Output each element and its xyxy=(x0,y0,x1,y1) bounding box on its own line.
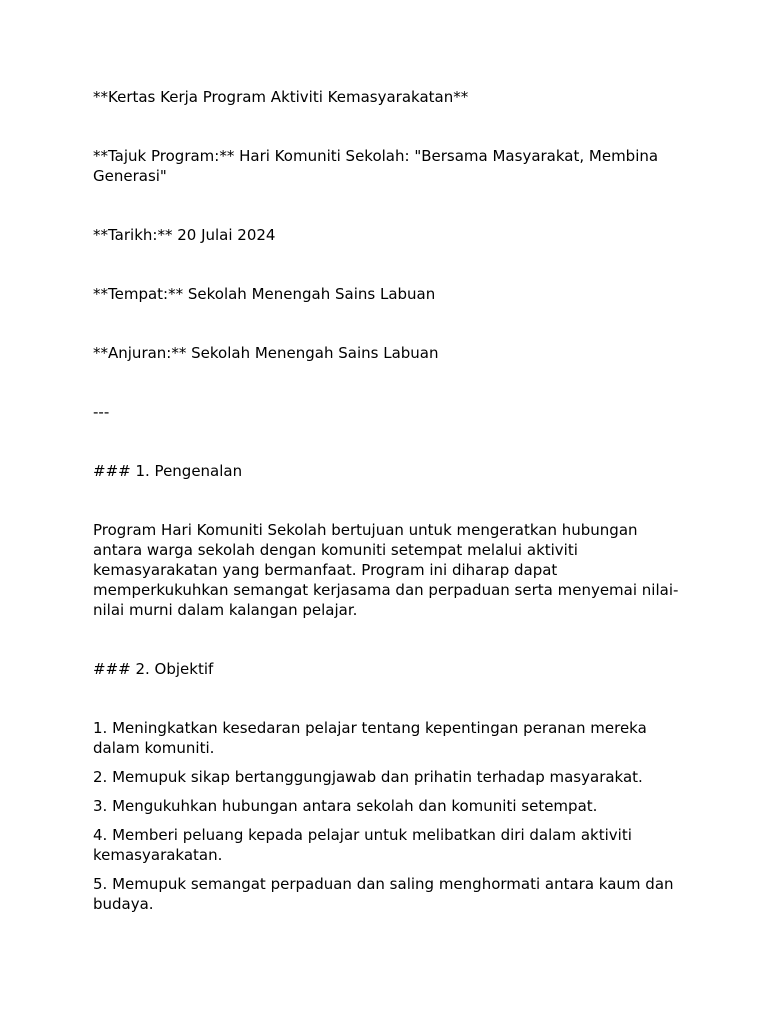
objective-item: 3. Mengukuhkan hubungan antara sekolah dan komuniti setempat. xyxy=(93,797,598,815)
separator-line: --- xyxy=(93,403,110,421)
objective-item: 5. Memupuk semangat perpaduan dan saling menghormati antara kaum dan budaya. xyxy=(93,875,674,913)
objective-item: 2. Memupuk sikap bertanggungjawab dan prihatin terhadap masyarakat. xyxy=(93,768,643,786)
date-line: **Tarikh:** 20 Julai 2024 xyxy=(93,226,276,244)
section-1-heading: ### 1. Pengenalan xyxy=(93,462,243,480)
objective-item: 4. Memberi peluang kepada pelajar untuk melibatkan diri dalam aktiviti kemasyarakatan. xyxy=(93,826,632,864)
venue-line: **Tempat:** Sekolah Menengah Sains Labuan xyxy=(93,285,436,303)
organizer-line: **Anjuran:** Sekolah Menengah Sains Labuan xyxy=(93,344,439,362)
document-title: **Kertas Kerja Program Aktiviti Kemasyarakatan** xyxy=(93,88,469,106)
objective-item: 1. Meningkatkan kesedaran pelajar tentang kepentingan peranan mereka dalam komuniti. xyxy=(93,719,647,757)
document-content xyxy=(93,87,683,914)
section-2-heading: ### 2. Objektif xyxy=(93,660,214,678)
program-title-line: **Tajuk Program:** Hari Komuniti Sekolah: "Bersama Masyarakat, Membina Generasi" xyxy=(93,147,659,185)
section-1-body: Program Hari Komuniti Sekolah bertujuan untuk mengeratkan hubungan antara warga sekolah dengan komuniti setempat melalui aktiviti kemasyarakatan yang bermanfaat. Program ini diharap dapat memperkukuhkan semangat kerjasama dan perpaduan serta menyemai nilai-nilai murni dalam kalangan pelajar. xyxy=(93,521,679,619)
